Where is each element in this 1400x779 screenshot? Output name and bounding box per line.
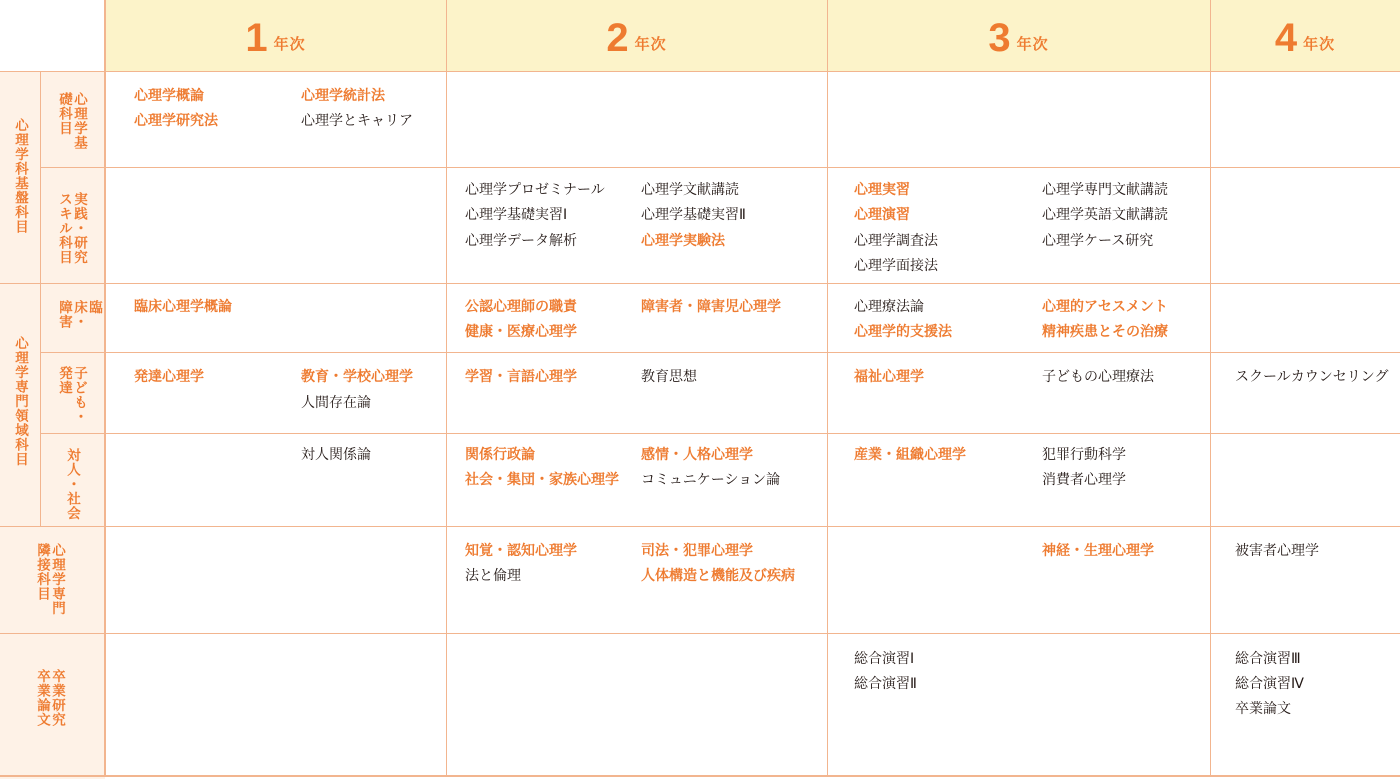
row-label-kodomo: 子ども・発達 [56, 366, 87, 424]
year-number: 3 [988, 16, 1011, 60]
year-suffix: 年次 [1016, 36, 1049, 53]
grid-line [827, 0, 828, 777]
course-item: 健康・医療心理学 [465, 324, 577, 340]
course-item: 心理学基礎実習Ⅰ [465, 207, 568, 223]
year-header-1 [105, 18, 446, 58]
grid-line [41, 167, 1400, 168]
grid-line [104, 0, 106, 777]
course-item: 心理学統計法 [301, 88, 385, 104]
course-item: 心理学英語文献講読 [1042, 207, 1168, 223]
course-item: 卒業論文 [1235, 701, 1291, 717]
year-header-4 [1210, 18, 1400, 58]
row-label-jissen: 実践・研究スキル科目 [56, 192, 87, 265]
course-item: 総合演習Ⅲ [1235, 651, 1301, 667]
grid-line [1210, 0, 1211, 777]
course-item: 心理学基礎実習Ⅱ [641, 207, 746, 223]
course-item: 教育思想 [641, 369, 697, 385]
year-number: 2 [606, 16, 629, 60]
course-item: 心理実習 [854, 182, 910, 198]
course-item: 関係行政論 [465, 447, 535, 463]
course-item: 心理学実験法 [641, 233, 725, 249]
course-item: 対人関係論 [301, 447, 371, 463]
course-item: 心理学プロゼミナール [465, 182, 605, 198]
grid-line [446, 0, 447, 777]
course-item: 犯罪行動科学 [1042, 447, 1126, 463]
course-item: 障害者・障害児心理学 [641, 299, 781, 315]
row-label-kiso: 心理学基礎科目 [56, 92, 87, 150]
year-suffix: 年次 [634, 36, 667, 53]
course-item: 公認心理師の職責 [465, 299, 577, 315]
course-item: 心理学的支援法 [854, 324, 952, 340]
course-item: 子どもの心理療法 [1042, 369, 1154, 385]
row-label-sotsugyo: 卒業研究卒業論文 [34, 669, 65, 727]
course-item: 心理学ケース研究 [1042, 233, 1154, 249]
course-item: 総合演習Ⅰ [854, 651, 915, 667]
row-label-shogai: 臨床・障害 [56, 300, 102, 329]
course-item: 教育・学校心理学 [301, 369, 413, 385]
course-item: 神経・生理心理学 [1042, 543, 1154, 559]
course-item: 感情・人格心理学 [641, 447, 753, 463]
course-item: 心理学とキャリア [301, 113, 413, 129]
row-label-taijin: 対人・社会 [64, 448, 80, 521]
group-label-kiban: 心理学科基盤科目 [12, 118, 28, 234]
course-item: 心理学専門文献講読 [1042, 182, 1168, 198]
course-item: 人間存在論 [301, 395, 371, 411]
course-item: 心理演習 [854, 207, 910, 223]
group-label-senmon: 心理学専門領域科目 [12, 336, 28, 467]
year-suffix: 年次 [273, 36, 306, 53]
row-label-rinsetsu: 心理学専門隣接科目 [34, 543, 65, 616]
course-item: コミュニケーション論 [641, 472, 781, 488]
grid-line [0, 633, 1400, 634]
course-item: 社会・集団・家族心理学 [465, 472, 619, 488]
course-item: 法と倫理 [465, 568, 521, 584]
year-number: 4 [1274, 16, 1298, 60]
course-item: 総合演習Ⅱ [854, 676, 917, 692]
course-item: 産業・組織心理学 [854, 447, 966, 463]
grid-line [0, 526, 1400, 527]
year-number: 1 [245, 16, 268, 60]
course-item: 心理学研究法 [134, 113, 218, 129]
course-item: 被害者心理学 [1235, 543, 1319, 559]
course-item: 消費者心理学 [1042, 472, 1126, 488]
course-item: 心理療法論 [854, 299, 924, 315]
course-item: 心理学文献講読 [641, 182, 739, 198]
course-item: 臨床心理学概論 [134, 299, 232, 315]
course-item: 心理学面接法 [854, 258, 938, 274]
course-item: スクールカウンセリング [1235, 369, 1389, 385]
course-item: 精神疾患とその治療 [1042, 324, 1168, 340]
course-item: 心理的アセスメント [1042, 299, 1168, 315]
year-suffix: 年次 [1303, 36, 1336, 53]
course-item: 心理学データ解析 [465, 233, 577, 249]
grid-line [0, 775, 1400, 777]
course-item: 心理学概論 [134, 88, 204, 104]
course-item: 福祉心理学 [854, 369, 924, 385]
year-header-2 [446, 18, 827, 58]
course-item: 学習・言語心理学 [465, 369, 577, 385]
course-item: 知覚・認知心理学 [465, 543, 577, 559]
course-item: 司法・犯罪心理学 [641, 543, 753, 559]
grid-line [40, 71, 41, 526]
course-item: 総合演習Ⅳ [1235, 676, 1304, 692]
course-item: 人体構造と機能及び疾病 [641, 568, 795, 584]
grid-line [0, 283, 1400, 284]
grid-line [41, 352, 1400, 353]
course-item: 心理学調査法 [854, 233, 938, 249]
grid-line [0, 71, 1400, 72]
course-item: 発達心理学 [134, 369, 204, 385]
year-header-3 [827, 18, 1210, 58]
grid-line [41, 433, 1400, 434]
